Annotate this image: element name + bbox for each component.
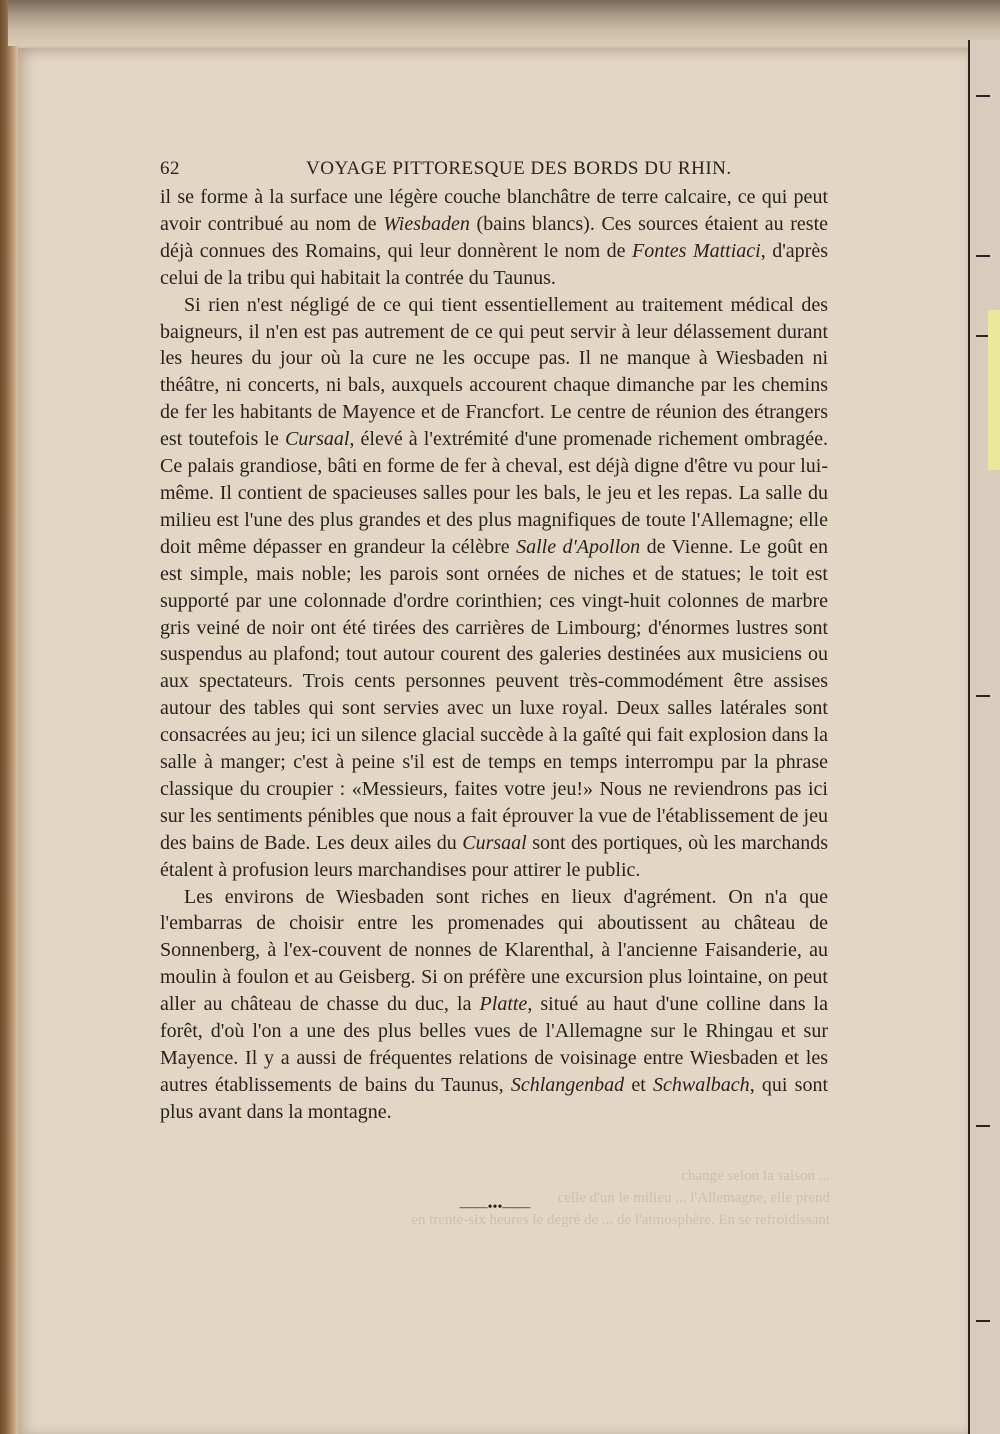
- page-number: 62: [160, 158, 180, 179]
- running-title: VOYAGE PITTORESQUE DES BORDS DU RHIN.: [306, 158, 732, 179]
- text-run: , d'après celui de la tribu qui habitait la contrée du Taunus.: [160, 239, 828, 289]
- italic-term: Wiesbaden: [383, 212, 470, 235]
- margin-tick: [976, 695, 990, 697]
- text-run: (bains blancs). Ces sources étaient au reste déjà connues des Romains, qui leur donnèrent le nom de: [160, 212, 829, 262]
- italic-term: Cursaal: [284, 428, 350, 451]
- bookmark-flag: [988, 310, 1000, 470]
- text-run: , élevé à l'extrémité d'une promenade richement ombragée. Ce palais grandiose, bâti en forme de fer à cheval, est déjà digne d'être vu pour lui-même. Il contient de spacieuses salles pour les bals, le jeu et les repas. La salle du milieu est l'une des plus grandes et des plus magnifiques de toute l'Allemagne; elle doit même dépasser en grandeur la célèbre: [160, 428, 829, 558]
- end-ornament: ——•••——: [459, 1200, 531, 1215]
- margin-tick: [976, 255, 990, 257]
- italic-term: Schlangenbad: [510, 1073, 625, 1096]
- italic-term: Salle d'Apollon: [516, 535, 641, 558]
- text-run: Les environs de Wiesbaden sont riches en lieux d'agrément. On n'a que l'embarras de choisir entre les promenades qui aboutissent au château de Sonnenberg, à l'ex-couvent de nonnes de Klarenthal, à l'ancienne Faisanderie, au moulin à foulon et au Geisberg. Si on préfère une excursion plus lointaine, on peut aller au château de chasse du duc, la: [160, 885, 828, 1016]
- page-header: [160, 158, 828, 182]
- italic-term: Cursaal: [462, 831, 527, 854]
- italic-term: Platte: [479, 993, 528, 1016]
- paragraph: [160, 184, 828, 292]
- bleed-line: celle d'un le milieu ... l'Allemagne, elle prend: [557, 1190, 830, 1206]
- italic-term: Fontes Mattiaci: [632, 239, 761, 262]
- text-run: il se forme à la surface une légère couche blanchâtre de terre calcaire, ce qui peut avoir contribué au nom de: [160, 186, 828, 235]
- italic-term: Schwalbach: [653, 1073, 750, 1096]
- page-top-edge: [8, 0, 1000, 46]
- margin-tick: [976, 95, 990, 97]
- margin-tick: [976, 1125, 990, 1127]
- bleed-line: en trente-six heures le degré de ... de l'atmosphère. En se refroidissant: [411, 1212, 830, 1228]
- text-run: , qui sont plus avant dans la montagne.: [160, 1073, 828, 1123]
- paragraph: [160, 292, 828, 884]
- facing-page-edge: [968, 40, 1000, 1434]
- text-run: et: [624, 1073, 654, 1096]
- bleed-line: change selon la saison ...: [681, 1168, 830, 1184]
- text-run: de Vienne. Le goût en est simple, mais noble; les parois sont ornées de niches et de statues; le toit est supporté par une colonnade d'ordre corinthien; ces vingt-huit colonnes de marbre gris veiné de noir ont été tirées des carrières de Limbourg; d'énormes lustres sont suspendus au plafond; tout autour courent des galeries destinées aux musiciens ou aux spectateurs. Trois cents personnes peuvent très-commodément être assises autour des tables qui sont servies avec un luxe royal. Deux salles latérales sont consacrées au jeu; ici un silence glacial succède à la gaîté qui fait explosion dans la salle à manger; c'est à peine s'il est de temps en temps interrompu par la phrase classique du croupier : «Messieurs, faites votre jeu!» Nous ne reviendrons pas ici sur les sentiments pénibles que nous a fait éprouver la vue de l'établissement de jeu des bains de Bade. Les deux ailes du: [160, 535, 828, 854]
- paragraph: [160, 884, 828, 1126]
- margin-tick: [976, 1320, 990, 1322]
- text-run: sont des portiques, où les marchands étalent à profusion leurs marchandises pour attirer le public.: [160, 831, 828, 881]
- text-run: , situé au haut d'une colline dans la forêt, d'où l'on a une des plus belles vues de l'Allemagne sur le Rhingau et sur Mayence. Il y a aussi de fréquentes relations de voisinage entre Wiesbaden et les autres établissements de bains du Taunus,: [160, 993, 828, 1096]
- body-text: [160, 184, 828, 1126]
- text-run: Si rien n'est négligé de ce qui tient essentiellement au traitement médical des baigneurs, il n'en est pas autrement de ce qui peut servir à leur délassement durant les heures du jour où la cure ne les occupe pas. Il ne manque à Wiesbaden ni théâtre, ni concerts, ni bals, auxquels accourent chaque dimanche par les chemins de fer les habitants de Mayence et de Francfort. Le centre de réunion des étrangers est toutefois le: [160, 293, 828, 451]
